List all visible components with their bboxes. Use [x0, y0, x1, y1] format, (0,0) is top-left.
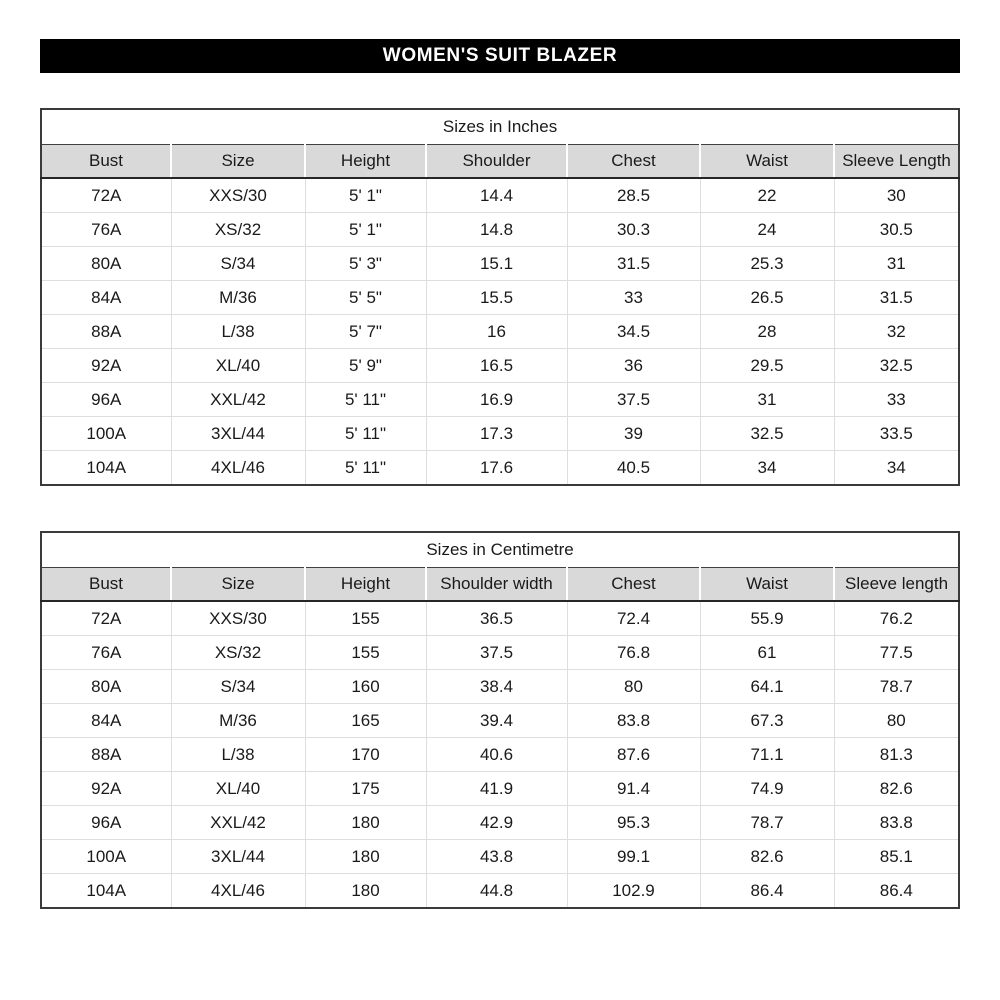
sizes-in-inches-table [40, 108, 960, 486]
table-cell: 165 [305, 704, 426, 738]
table-cell: 155 [305, 601, 426, 636]
table-cell: 55.9 [700, 601, 834, 636]
table-cell: 95.3 [567, 806, 700, 840]
table-cell: 170 [305, 738, 426, 772]
table-cell: 72.4 [567, 601, 700, 636]
table-cell: 40.6 [426, 738, 567, 772]
table-cell: L/38 [171, 738, 305, 772]
table-cell: 39.4 [426, 704, 567, 738]
table-row [41, 840, 959, 874]
table-cell: 85.1 [834, 840, 959, 874]
table-cell: L/38 [171, 315, 305, 349]
table-cell: 96A [41, 383, 171, 417]
column-header: Height [305, 145, 426, 179]
table-cell: 16 [426, 315, 567, 349]
table-cell: 92A [41, 349, 171, 383]
table-cell: 160 [305, 670, 426, 704]
table-row [41, 178, 959, 213]
table-row [41, 806, 959, 840]
table-row [41, 315, 959, 349]
table-cell: 32.5 [700, 417, 834, 451]
table-row [41, 247, 959, 281]
table-cell: S/34 [171, 670, 305, 704]
table-cell: 3XL/44 [171, 417, 305, 451]
table-cell: 96A [41, 806, 171, 840]
column-header: Waist [700, 568, 834, 602]
table-cell: 80 [567, 670, 700, 704]
table-cell: 4XL/46 [171, 451, 305, 486]
table-cell: 71.1 [700, 738, 834, 772]
table-cell: 100A [41, 840, 171, 874]
column-header: Height [305, 568, 426, 602]
column-header: Size [171, 568, 305, 602]
table-cell: 29.5 [700, 349, 834, 383]
table-cell: 74.9 [700, 772, 834, 806]
table-cell: 31.5 [567, 247, 700, 281]
table-cell: 100A [41, 417, 171, 451]
centimetre-table-section [40, 531, 960, 909]
table-cell: 43.8 [426, 840, 567, 874]
table-cell: 25.3 [700, 247, 834, 281]
table-cell: M/36 [171, 704, 305, 738]
table-cell: 16.5 [426, 349, 567, 383]
table-row [41, 601, 959, 636]
table-row [41, 772, 959, 806]
table-cell: 104A [41, 874, 171, 909]
table-cell: 22 [700, 178, 834, 213]
table-cell: 38.4 [426, 670, 567, 704]
table-row [41, 874, 959, 909]
table-cell: 86.4 [834, 874, 959, 909]
table-cell: 180 [305, 874, 426, 909]
table-cell: 31 [834, 247, 959, 281]
table-row [41, 383, 959, 417]
table-cell: 175 [305, 772, 426, 806]
table-row [41, 704, 959, 738]
table-cell: 26.5 [700, 281, 834, 315]
table-cell: 5' 3" [305, 247, 426, 281]
table-row [41, 213, 959, 247]
table-cell: 15.1 [426, 247, 567, 281]
table-cell: 67.3 [700, 704, 834, 738]
table-cell: 84A [41, 281, 171, 315]
table-cell: 80A [41, 670, 171, 704]
table-cell: 32 [834, 315, 959, 349]
table-cell: 102.9 [567, 874, 700, 909]
table-cell: 17.3 [426, 417, 567, 451]
table-cell: 81.3 [834, 738, 959, 772]
column-header: Chest [567, 568, 700, 602]
table-cell: 180 [305, 840, 426, 874]
table-cell: 5' 11" [305, 451, 426, 486]
table-cell: 33 [834, 383, 959, 417]
table-cell: 33 [567, 281, 700, 315]
table-row [41, 636, 959, 670]
table-cell: 78.7 [700, 806, 834, 840]
table-cell: 40.5 [567, 451, 700, 486]
table-row [41, 349, 959, 383]
table-cell: XXS/30 [171, 601, 305, 636]
table-cell: XXS/30 [171, 178, 305, 213]
table-cell: 76.8 [567, 636, 700, 670]
table-cell: XL/40 [171, 772, 305, 806]
table-cell: 64.1 [700, 670, 834, 704]
table-cell: M/36 [171, 281, 305, 315]
table-cell: 76.2 [834, 601, 959, 636]
column-header: Sleeve Length [834, 145, 959, 179]
table-cell: 92A [41, 772, 171, 806]
table-cell: 16.9 [426, 383, 567, 417]
table-cell: 91.4 [567, 772, 700, 806]
table-cell: 17.6 [426, 451, 567, 486]
table-cell: 37.5 [426, 636, 567, 670]
table-row [41, 281, 959, 315]
table-cell: 44.8 [426, 874, 567, 909]
table-row [41, 451, 959, 486]
table-cell: 5' 1" [305, 213, 426, 247]
table-cell: 87.6 [567, 738, 700, 772]
table-cell: 61 [700, 636, 834, 670]
table-cell: 88A [41, 315, 171, 349]
table-cell: 34.5 [567, 315, 700, 349]
table-cell: XS/32 [171, 636, 305, 670]
table-cell: 104A [41, 451, 171, 486]
table-cell: 4XL/46 [171, 874, 305, 909]
column-header: Bust [41, 145, 171, 179]
table-cell: 31 [700, 383, 834, 417]
table-cell: S/34 [171, 247, 305, 281]
column-header: Waist [700, 145, 834, 179]
table-cell: 76A [41, 213, 171, 247]
table-cell: 14.8 [426, 213, 567, 247]
table-cell: 36.5 [426, 601, 567, 636]
table-cell: 31.5 [834, 281, 959, 315]
table-cell: 5' 1" [305, 178, 426, 213]
table-cell: 180 [305, 806, 426, 840]
table-cell: 80A [41, 247, 171, 281]
table-cell: 3XL/44 [171, 840, 305, 874]
table-cell: 5' 11" [305, 417, 426, 451]
table-cell: 82.6 [700, 840, 834, 874]
table-cell: 78.7 [834, 670, 959, 704]
inches-table-section [40, 108, 960, 486]
table-cell: 84A [41, 704, 171, 738]
table-cell: 83.8 [834, 806, 959, 840]
column-header: Sleeve length [834, 568, 959, 602]
column-header: Shoulder [426, 145, 567, 179]
table-cell: 28.5 [567, 178, 700, 213]
table-cell: 36 [567, 349, 700, 383]
column-header: Shoulder width [426, 568, 567, 602]
table-cell: XL/40 [171, 349, 305, 383]
table-cell: 80 [834, 704, 959, 738]
table-cell: 24 [700, 213, 834, 247]
table-cell: 42.9 [426, 806, 567, 840]
table-cell: 5' 7" [305, 315, 426, 349]
table-cell: XXL/42 [171, 383, 305, 417]
table-cell: 37.5 [567, 383, 700, 417]
column-header: Chest [567, 145, 700, 179]
page-title: WOMEN'S SUIT BLAZER [40, 39, 960, 73]
table-cell: 33.5 [834, 417, 959, 451]
table-row [41, 670, 959, 704]
table-cell: 34 [834, 451, 959, 486]
table-cell: 72A [41, 601, 171, 636]
table-cell: 30.5 [834, 213, 959, 247]
table-cell: 5' 11" [305, 383, 426, 417]
table-cell: 30.3 [567, 213, 700, 247]
table-cell: 15.5 [426, 281, 567, 315]
table-cell: 86.4 [700, 874, 834, 909]
table-cell: 32.5 [834, 349, 959, 383]
sizes-in-centimetre-table [40, 531, 960, 909]
column-header: Bust [41, 568, 171, 602]
table-caption: Sizes in Inches [41, 109, 959, 145]
table-cell: 5' 5" [305, 281, 426, 315]
table-cell: 155 [305, 636, 426, 670]
table-cell: 14.4 [426, 178, 567, 213]
table-cell: 83.8 [567, 704, 700, 738]
table-row [41, 417, 959, 451]
table-cell: 72A [41, 178, 171, 213]
table-row [41, 738, 959, 772]
table-cell: 99.1 [567, 840, 700, 874]
table-cell: 77.5 [834, 636, 959, 670]
column-header: Size [171, 145, 305, 179]
table-cell: XXL/42 [171, 806, 305, 840]
table-cell: 76A [41, 636, 171, 670]
table-cell: 5' 9" [305, 349, 426, 383]
table-cell: 82.6 [834, 772, 959, 806]
table-cell: 28 [700, 315, 834, 349]
table-cell: 34 [700, 451, 834, 486]
table-caption: Sizes in Centimetre [41, 532, 959, 568]
table-cell: 41.9 [426, 772, 567, 806]
table-cell: XS/32 [171, 213, 305, 247]
table-cell: 39 [567, 417, 700, 451]
table-cell: 30 [834, 178, 959, 213]
table-cell: 88A [41, 738, 171, 772]
